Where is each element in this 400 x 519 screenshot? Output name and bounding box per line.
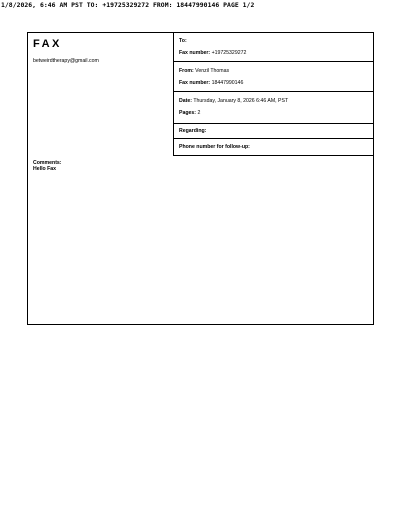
from-value: Venzil Thomas: [195, 68, 230, 74]
to-line: [179, 38, 187, 44]
to-label: To:: [179, 38, 187, 44]
from-section: [174, 62, 373, 92]
comments-section: [28, 156, 373, 324]
sender-email: betweirdtherapy@gmail.com: [33, 58, 99, 64]
from-fax-label: Fax number:: [179, 80, 211, 86]
follow-up-phone-line: [179, 144, 250, 150]
date-label: Date:: [179, 98, 192, 104]
fax-title: FAX: [33, 38, 62, 50]
to-fax-value: +19725329272: [211, 50, 247, 56]
details-panel: [174, 33, 373, 156]
from-fax-value: 18447990146: [211, 80, 244, 86]
follow-up-phone-label: Phone number for follow-up:: [179, 144, 250, 150]
fax-transmission-header: 1/8/2026, 6:46 AM PST TO: +19725329272 FROM: 18447990146 PAGE 1/2: [1, 1, 255, 9]
pages-label: Pages:: [179, 110, 197, 116]
sender-panel: [28, 33, 174, 156]
pages-line: [179, 110, 200, 116]
comments-label: Comments:: [33, 160, 62, 166]
to-section: [174, 33, 373, 62]
from-line: [179, 68, 229, 74]
regarding-line: [179, 128, 206, 134]
from-fax-line: [179, 80, 243, 86]
date-line: [179, 98, 288, 104]
fax-cover-sheet: [27, 32, 374, 325]
pages-value: 2: [197, 110, 201, 116]
to-fax-line: [179, 50, 246, 56]
date-value: Thursday, January 8, 2026 6:46 AM, PST: [193, 98, 289, 104]
date-section: [174, 92, 373, 124]
regarding-label: Regarding:: [179, 128, 207, 134]
comments-text: Hello Fax: [33, 166, 57, 172]
follow-up-phone-section: [174, 139, 373, 156]
regarding-section: [174, 124, 373, 139]
from-label: From:: [179, 68, 194, 74]
to-fax-label: Fax number:: [179, 50, 211, 56]
